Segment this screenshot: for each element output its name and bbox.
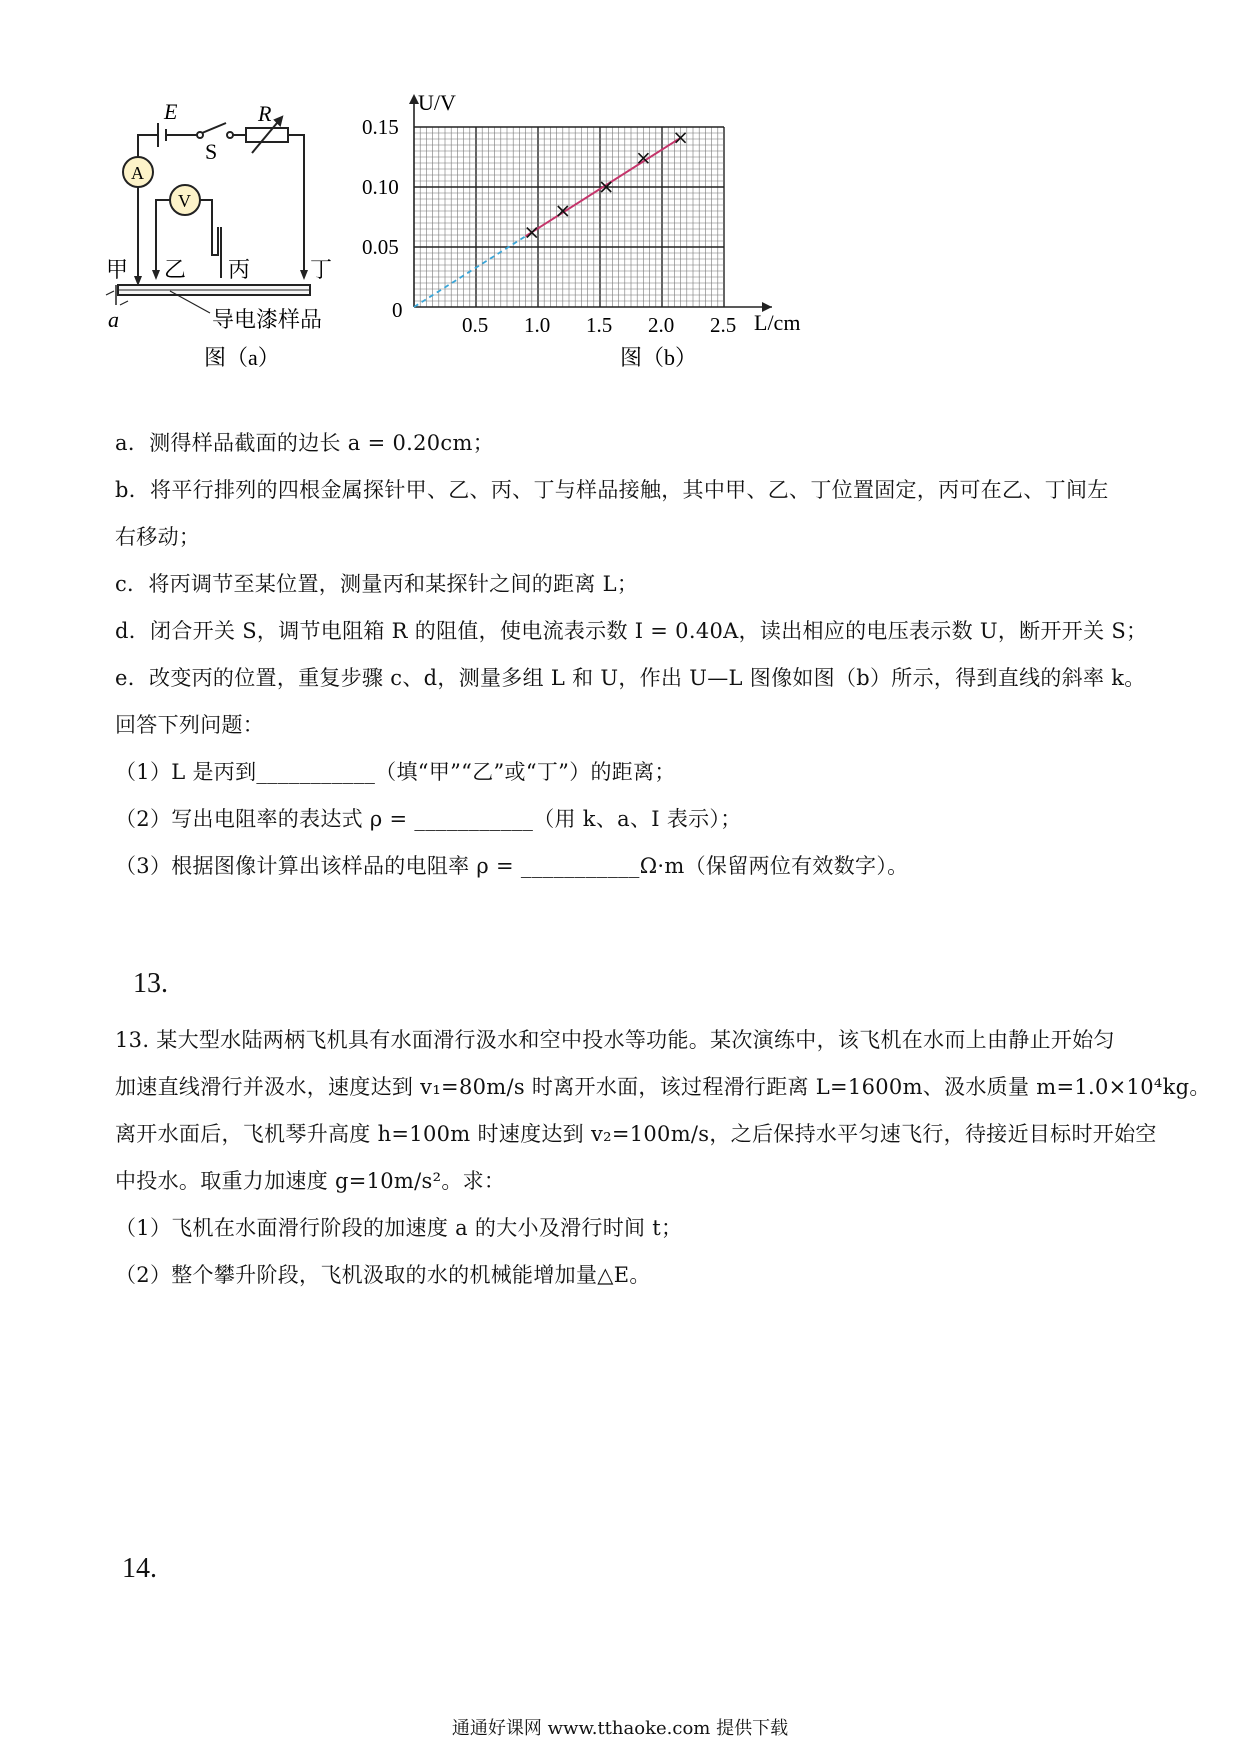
x-tick-label: 1.0 bbox=[524, 313, 551, 337]
label-ding: 丁 bbox=[310, 257, 333, 282]
label-a: a bbox=[108, 307, 119, 332]
step-d: d．闭合开关 S，调节电阻箱 R 的阻值，使电流表示数 I = 0.40A，读出相应的电压表示数 U，断开开关 S； bbox=[115, 619, 1148, 643]
label-V: V bbox=[178, 191, 191, 211]
step-a: a．测得样品截面的边长 a = 0.20cm； bbox=[115, 431, 494, 455]
question-13-number: 13. bbox=[133, 968, 168, 999]
circuit-figure-a bbox=[100, 95, 400, 390]
chart-origin-label: 0 bbox=[392, 298, 403, 322]
label-yi: 乙 bbox=[164, 257, 187, 282]
step-e: e．改变丙的位置，重复步骤 c、d，测量多组 L 和 U，作出 U—L 图像如图（b）所示，得到直线的斜率 k。 bbox=[115, 666, 1146, 690]
footer-credit: 通通好课网 www.tthaoke.com 提供下载 bbox=[451, 1718, 789, 1739]
q13-sub1: （1）飞机在水面滑行阶段的加速度 a 的大小及滑行时间 t； bbox=[115, 1216, 683, 1240]
question-14-number: 14. bbox=[122, 1553, 157, 1584]
label-A: A bbox=[131, 163, 144, 183]
label-jia: 甲 bbox=[106, 257, 129, 282]
chart-ylabel: U/V bbox=[418, 90, 456, 115]
question-1: （1）L 是丙到___________（填“甲”“乙”或“丁”）的距离； bbox=[115, 760, 676, 784]
chart-figure-b bbox=[362, 90, 880, 410]
step-b-line2: 右移动； bbox=[115, 525, 201, 549]
x-tick-label: 1.5 bbox=[586, 313, 613, 337]
caption-figure-a: 图（a） bbox=[204, 345, 280, 370]
x-tick-label: 0.5 bbox=[462, 313, 489, 337]
label-R: R bbox=[258, 101, 272, 126]
q13-line3: 离开水面后，飞机琴升高度 h=100m 时速度达到 v₂=100m/s，之后保持水平匀速飞行，待接近目标时开始空 bbox=[115, 1122, 1157, 1146]
label-bing: 丙 bbox=[228, 257, 251, 282]
answer-prompt: 回答下列问题： bbox=[115, 713, 265, 737]
label-E: E bbox=[164, 99, 178, 124]
label-sample: 导电漆样品 bbox=[212, 307, 323, 332]
q13-sub2: （2）整个攀升阶段，飞机汲取的水的机械能增加量△E。 bbox=[115, 1263, 651, 1287]
y-tick-label: 0.15 bbox=[362, 115, 399, 139]
q13-line1: 13. 某大型水陆两柄飞机具有水面滑行汲水和空中投水等功能。某次演练中，该飞机在水而上由静止开始匀 bbox=[115, 1028, 1115, 1052]
question-3: （3）根据图像计算出该样品的电阻率 ρ = ___________Ω·m（保留两位有效数字）。 bbox=[115, 854, 909, 878]
y-tick-label: 0.10 bbox=[362, 175, 399, 199]
caption-figure-b: 图（b） bbox=[620, 345, 698, 370]
y-tick-label: 0.05 bbox=[362, 235, 399, 259]
step-c: c．将丙调节至某位置，测量丙和某探针之间的距离 L； bbox=[115, 572, 639, 596]
x-tick-label: 2.5 bbox=[710, 313, 737, 337]
q13-line4: 中投水。取重力加速度 g=10m/s²。求： bbox=[115, 1169, 506, 1193]
x-tick-label: 2.0 bbox=[648, 313, 675, 337]
q13-line2: 加速直线滑行并汲水，速度达到 v₁=80m/s 时离开水面，该过程滑行距离 L=1600m、汲水质量 m=1.0×10⁴kg。 bbox=[115, 1075, 1211, 1099]
step-b-line1: b．将平行排列的四根金属探针甲、乙、丙、丁与样品接触，其中甲、乙、丁位置固定，丙可在乙、丁间左 bbox=[115, 478, 1109, 502]
question-2: （2）写出电阻率的表达式 ρ = ___________（用 k、a、I 表示）； bbox=[115, 807, 742, 831]
label-S: S bbox=[205, 139, 218, 164]
chart-xlabel: L/cm bbox=[754, 310, 801, 335]
